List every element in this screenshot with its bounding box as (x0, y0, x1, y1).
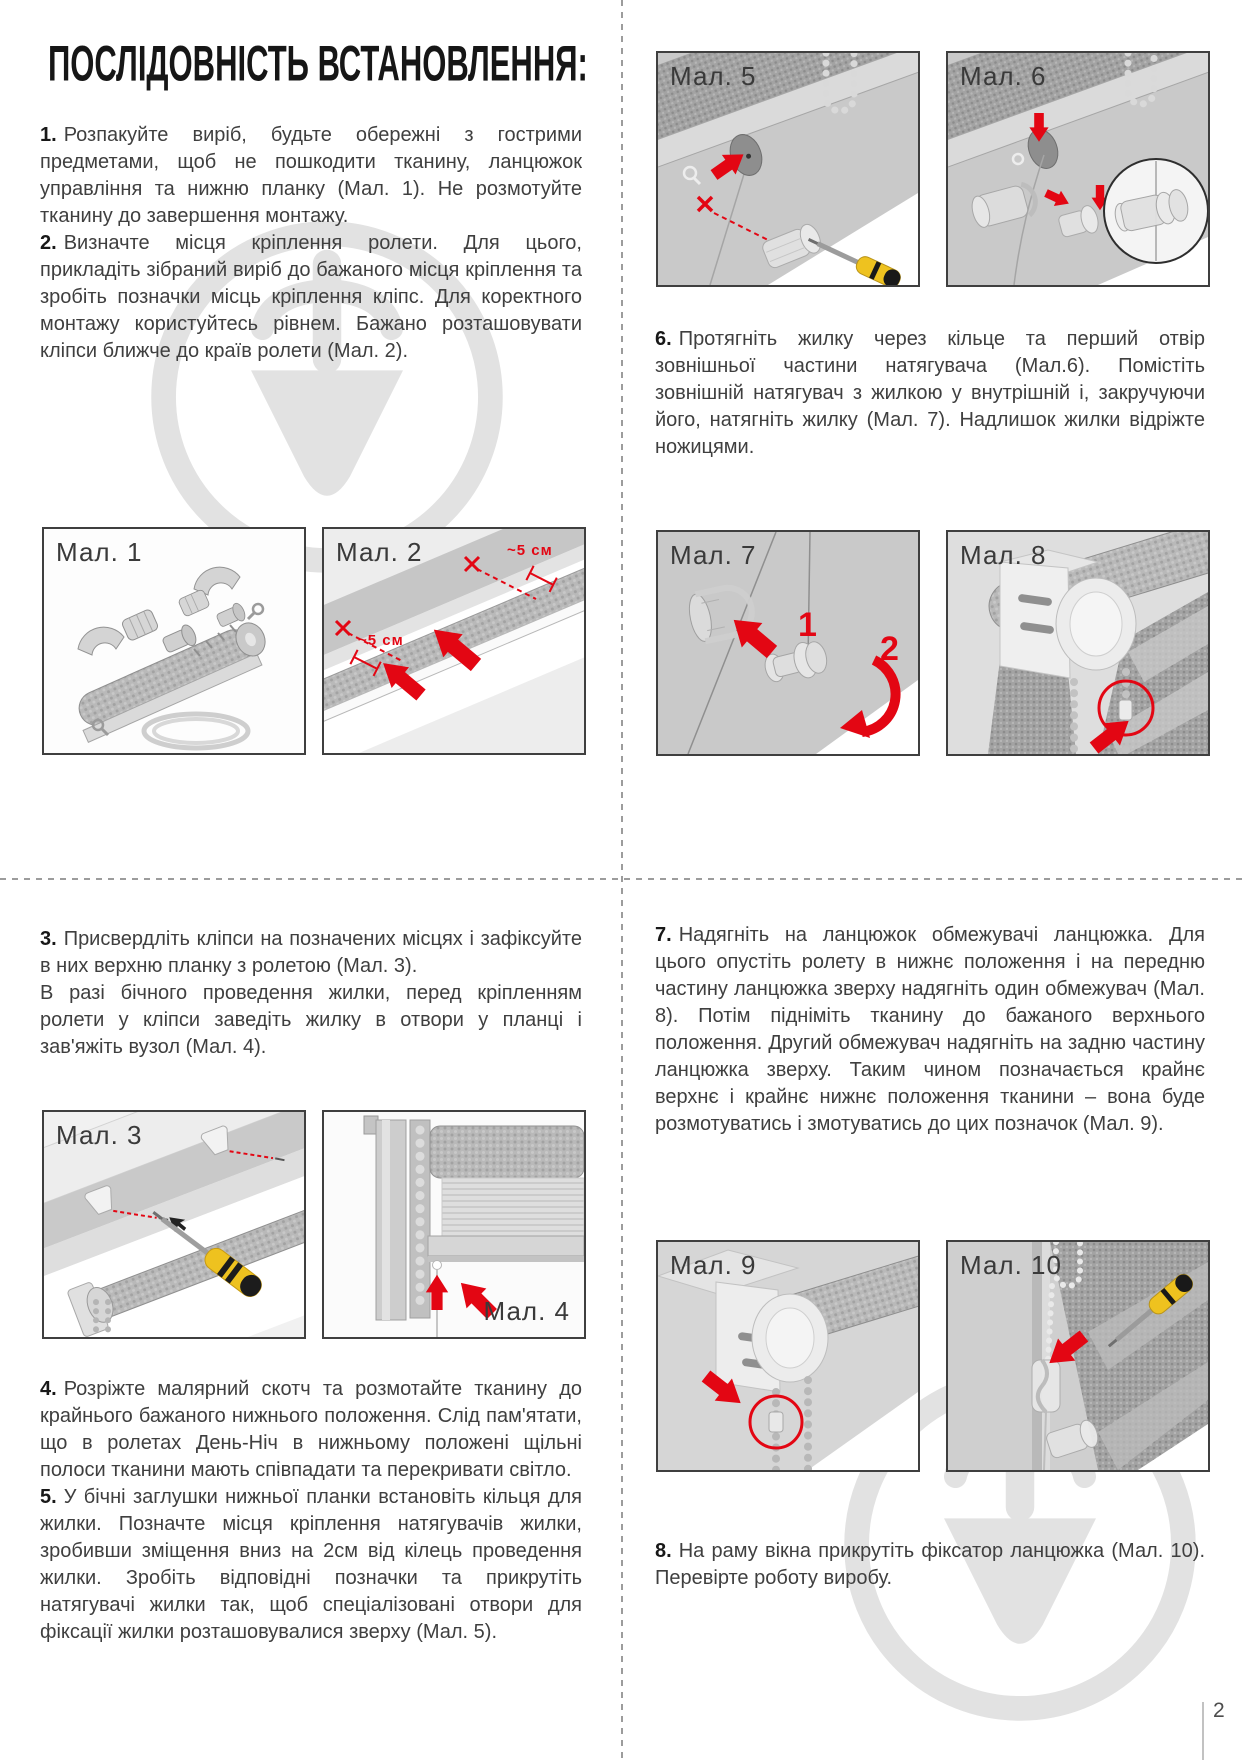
day-night-fabric (442, 1178, 584, 1236)
vertical-dashed-divider (621, 0, 623, 1760)
figure-1 (42, 527, 306, 755)
step-marker-1: 1 (798, 606, 817, 644)
step-text: У бічні заглушки нижньої планки встановіть кільця для жилки. Позначте місця кріплення натягувачів жилки, зробивши зміщення вниз на 2см від кілець проведення жилки. Зробіть відповідні позначки та прикрутіть натягувачі жилки так, щоб спеціалізовані отвори для фіксації жилки розташовувалися зверху (Мал. 5). (40, 1486, 582, 1643)
figure-7-label: Мал. 7 (670, 540, 757, 570)
step-7-block (655, 922, 1205, 1138)
dimension-label: ~5 см (358, 632, 404, 649)
step-6-block (655, 326, 1205, 461)
step-number: 1. (40, 124, 57, 146)
step-number: 7. (655, 924, 672, 946)
step-paragraph-8 (655, 1538, 1205, 1592)
cord-hole (433, 1261, 442, 1270)
step-paragraph-3-cont (40, 980, 582, 1061)
figure-4 (322, 1110, 586, 1339)
figure-1-label: Мал. 1 (56, 537, 143, 567)
side-bracket (376, 1120, 406, 1320)
step-text: Надягніть на ланцюжок обмежувачі ланцюжка. Для цього опустіть ролету в нижнє положення і на передню частину ланцюжка зверху надягніть один обмежувач (Мал. 8). Потім підніміть тканину до бажаного верхнього положення. Другий обмежувач надягніть на задню частину ланцюжка зверху. Таким чином позначається крайнє верхнє і крайнє нижнє положення тканини – вона буде розмотуватись і змотуватись до цих позначок (Мал. 9). (655, 924, 1205, 1135)
step-number: 8. (655, 1540, 672, 1562)
fabric-roll (430, 1126, 584, 1178)
step-text: Присвердліть кліпси на позначених місцях і зафіксуйте в них верхню планку з ролетою (Мал. 3). (40, 928, 582, 977)
step-paragraph-2 (40, 230, 582, 365)
figure-7 (656, 530, 920, 756)
step-paragraph-5 (40, 1484, 582, 1646)
step-number: 5. (40, 1486, 57, 1508)
step-text: Розпакуйте виріб, будьте обережні з гострими предметами, щоб не пошкодити тканину, ланцюжок управління та нижню планку (Мал. 1). Не розмотуйте тканину до завершення монтажу. (40, 124, 582, 227)
chain-stop (1119, 700, 1132, 720)
step-paragraph-3 (40, 926, 582, 980)
step-paragraph-6 (655, 326, 1205, 461)
step-paragraph-1 (40, 122, 582, 230)
chain-stop (769, 1412, 783, 1432)
figure-2-label: Мал. 2 (336, 537, 423, 567)
figure-5-label: Мал. 5 (670, 61, 757, 91)
step-paragraph-7 (655, 922, 1205, 1138)
page-number-rule (1202, 1702, 1204, 1760)
figure-8-label: Мал. 8 (960, 540, 1047, 570)
page-title: ПОСЛІДОВНІСТЬ ВСТАНОВЛЕННЯ: (48, 35, 588, 92)
dimension-label: ~5 см (507, 542, 553, 559)
step-number: 4. (40, 1378, 57, 1400)
step-number: 2. (40, 232, 57, 254)
figure-3 (42, 1110, 306, 1339)
figure-3-label: Мал. 3 (56, 1120, 143, 1150)
figure-2 (322, 527, 586, 755)
step-number: 3. (40, 928, 57, 950)
figure-9 (656, 1240, 920, 1472)
step-8-block (655, 1538, 1205, 1592)
step-text: Визначте місця кріплення ролети. Для цього, прикладіть зібраний виріб до бажаного місця кріплення та зробіть позначки місць кріплення кліпс. Для коректного монтажу користуйтесь рівнем. Бажано розташовувати кліпси ближче до країв ролети (Мал. 2). (40, 232, 582, 362)
page-number: 2 (1213, 1699, 1225, 1722)
chain-fixator-clip (1032, 1360, 1060, 1412)
step-text: Розріжте малярний скотч та розмотайте тканину до крайнього бажаного нижнього положення. Слід пам'ятати, що в ролетах День-Ніч в нижньому положені щільні полоси тканини мають співпадати та перекривати світло. (40, 1378, 582, 1481)
step-text: На раму вікна прикрутіть фіксатор ланцюжка (Мал. 10). Перевірте роботу виробу. (655, 1540, 1205, 1589)
figure-5 (656, 51, 920, 287)
figure-4-label: Мал. 4 (483, 1296, 570, 1326)
figure-10 (946, 1240, 1210, 1472)
figure-8 (946, 530, 1210, 756)
step-number: 6. (655, 328, 672, 350)
figure-10-label: Мал. 10 (960, 1250, 1062, 1280)
step-marker-2: 2 (880, 630, 899, 668)
step-paragraph-4 (40, 1376, 582, 1484)
figure-6 (946, 51, 1210, 287)
step-text: Протягніть жилку через кільце та перший отвір зовнішньої частини натягувача (Мал.6). Помістіть зовнішній натягувач з жилкою у внутрішній і, закручуючи його, натягніть жилку (Мал. 7). Надлишок жилки відріжте ножицями. (655, 328, 1205, 458)
steps-4-5-block (40, 1376, 582, 1646)
figure-9-label: Мал. 9 (670, 1250, 757, 1280)
step-text: В разі бічного проведення жилки, перед кріпленням ролети у кліпси заведіть жилку в отвори у планці і зав'яжіть вузол (Мал. 4). (40, 982, 582, 1058)
bottom-bar (428, 1236, 584, 1256)
steps-1-2-block (40, 122, 582, 365)
figure-6-label: Мал. 6 (960, 61, 1047, 91)
step-3-block (40, 926, 582, 1061)
horizontal-dashed-divider (0, 878, 1245, 880)
